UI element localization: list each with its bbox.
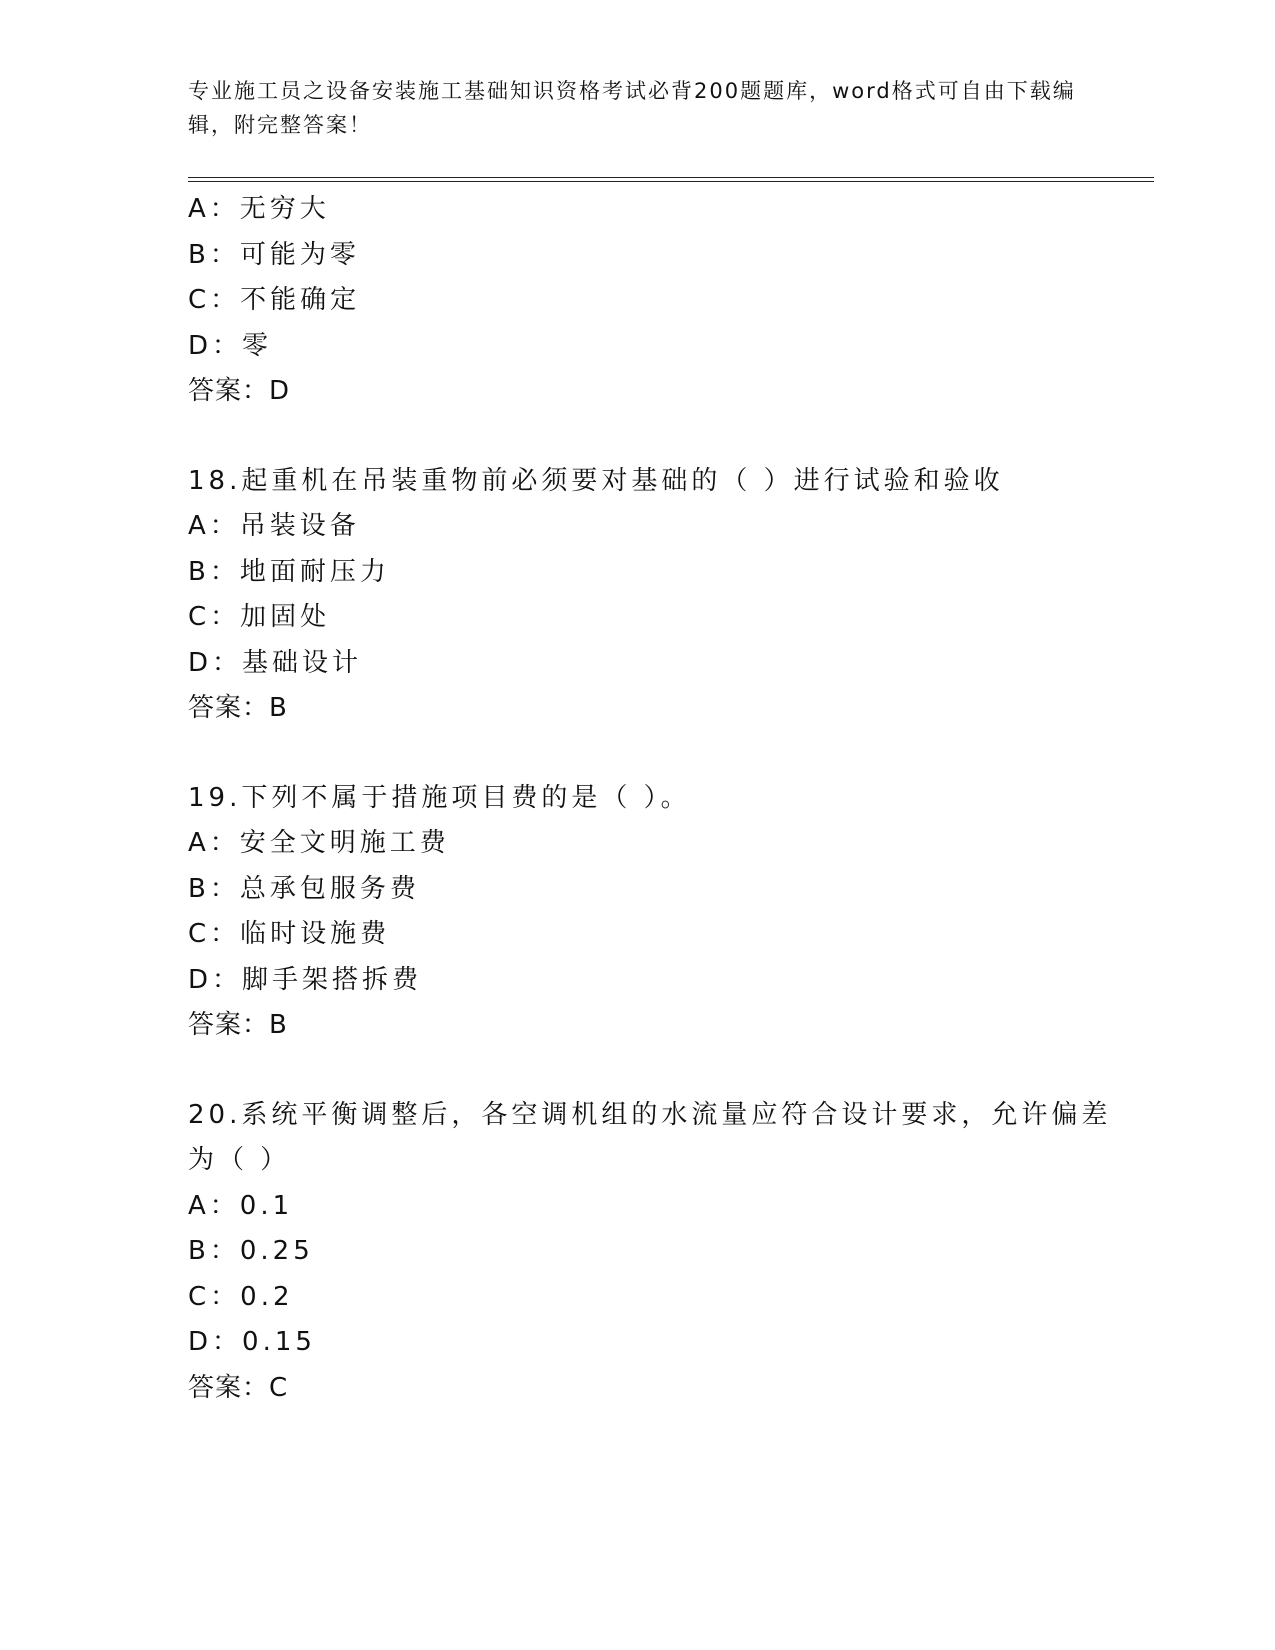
option-text: 0.25 [239, 1236, 314, 1266]
option-c [188, 912, 1128, 958]
option-text: 加固处 [240, 602, 331, 632]
option-label: A： [188, 1190, 240, 1221]
option-text: 安全文明施工费 [239, 828, 450, 858]
question-text: 19.下列不属于措施项目费的是（ ）。 [188, 782, 691, 813]
answer-line: 答案：B [188, 1010, 288, 1040]
option-label: B： [188, 556, 240, 587]
answer-line: 答案：B [188, 693, 288, 723]
question-text: 20.系统平衡调整后，各空调机组的水流量应符合设计要求，允许偏差为（ ） [188, 1099, 1112, 1175]
option-text: 地面耐压力 [239, 556, 390, 587]
option-label: D： [188, 330, 243, 361]
option-a [188, 504, 1128, 550]
option-a [188, 821, 1128, 867]
option-c [188, 1275, 1128, 1321]
option-label: A： [188, 828, 240, 858]
option-text: 脚手架搭拆费 [242, 964, 423, 995]
option-text: 临时设施费 [240, 919, 391, 949]
option-text: 零 [242, 330, 273, 361]
header-rule-top [188, 177, 1154, 178]
option-label: B： [188, 1236, 240, 1266]
answer-line: 答案：C [188, 1372, 289, 1403]
option-text: 无穷大 [239, 194, 330, 224]
question-block-19 [188, 776, 1128, 1049]
option-text: 0.15 [242, 1327, 316, 1357]
question-block-18 [188, 459, 1128, 732]
option-label: A： [188, 511, 240, 541]
option-d [188, 324, 1128, 370]
option-text: 0.2 [240, 1281, 294, 1312]
option-c [188, 595, 1128, 641]
option-b [188, 550, 1128, 596]
option-b [188, 1229, 1128, 1275]
option-label: D： [188, 964, 243, 995]
option-text: 0.1 [239, 1190, 294, 1221]
option-text: 吊装设备 [239, 511, 360, 541]
answer-line: 答案：D [188, 376, 291, 406]
option-text: 不能确定 [240, 285, 361, 315]
option-a [188, 1184, 1128, 1230]
question-list [188, 187, 1128, 1411]
option-text: 可能为零 [239, 239, 360, 270]
option-c [188, 278, 1128, 324]
option-d [188, 1320, 1128, 1366]
option-label: C： [188, 602, 241, 632]
document-header: 专业施工员之设备安装施工基础知识资格考试必背200题题库，word格式可自由下载编辑，附完整答案！ [188, 79, 1076, 137]
option-label: A： [188, 194, 240, 224]
option-label: D： [188, 1327, 243, 1357]
option-text: 总承包服务费 [239, 873, 420, 904]
option-label: D： [188, 647, 243, 678]
question-text: 18.起重机在吊装重物前必须要对基础的（ ）进行试验和验收 [188, 465, 1004, 496]
option-a [188, 187, 1128, 233]
question-block-20 [188, 1093, 1128, 1412]
option-label: C： [188, 1281, 241, 1312]
option-b [188, 867, 1128, 913]
option-label: B： [188, 239, 240, 270]
question-block-partial [188, 187, 1128, 415]
option-d [188, 641, 1128, 687]
option-label: C： [188, 285, 241, 315]
option-d [188, 958, 1128, 1004]
option-label: B： [188, 873, 240, 904]
option-b [188, 233, 1128, 279]
option-label: C： [188, 919, 241, 949]
header-rule-bottom [188, 181, 1154, 182]
option-text: 基础设计 [242, 647, 363, 678]
